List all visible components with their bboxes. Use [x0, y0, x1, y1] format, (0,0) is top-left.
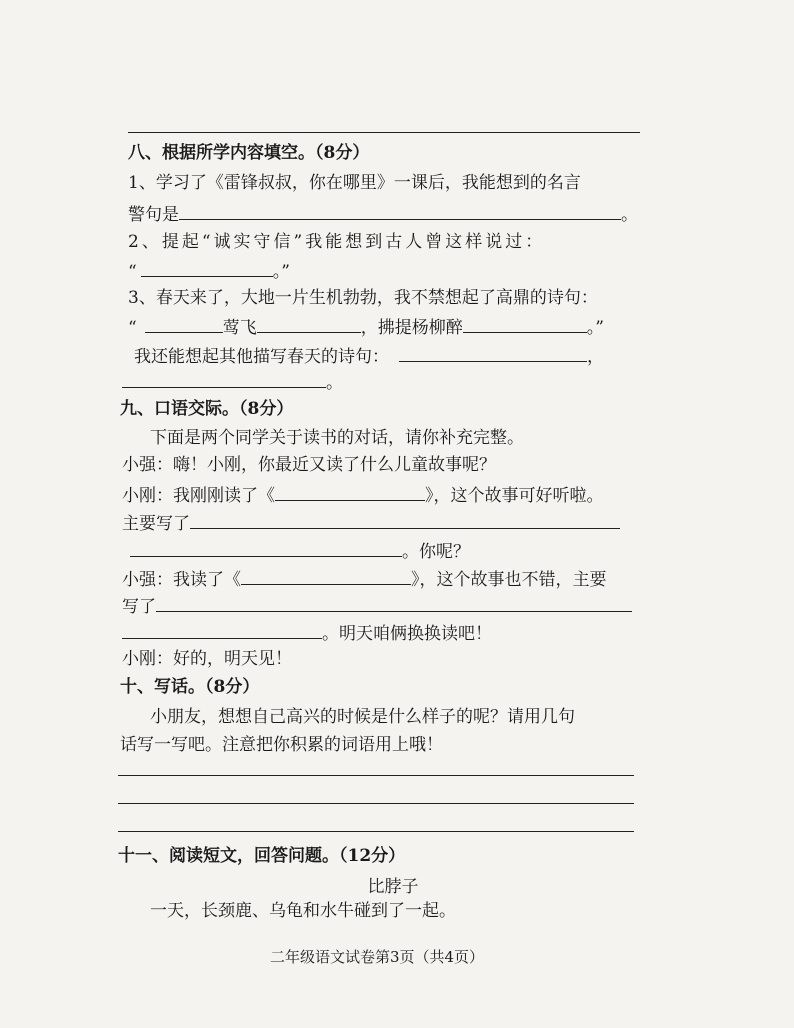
- page-footer: 二年级语文试卷第3页（共4页）: [269, 948, 485, 966]
- section-9-title: 九、口语交际。（8分）: [120, 399, 294, 419]
- s8-q1-end: 。: [621, 205, 638, 225]
- s9-line-2: [122, 482, 604, 507]
- s9-line-6: [122, 593, 632, 618]
- s8-q1-prefix: 警句是: [128, 205, 179, 225]
- section-8-title: 八、根据所学内容填空。（8分）: [128, 143, 370, 163]
- s9-summary-blank-1[interactable]: [190, 510, 620, 529]
- s9-l7-suffix: 。明天咱俩换换读吧！: [322, 624, 492, 644]
- section-11-title: 十一、阅读短文，回答问题。（12分）: [118, 846, 406, 866]
- s10-prompt-1: 小朋友，想想自己高兴的时候是什么样子的呢？请用几句: [150, 707, 575, 727]
- s8-q1-line2: [128, 201, 638, 226]
- s9-line-1: 小强：嗨！小刚，你最近又读了什么儿童故事呢？: [122, 455, 496, 475]
- s10-writing-line-2[interactable]: [118, 803, 634, 804]
- s9-line-3: [122, 510, 620, 535]
- s8-q2-blank[interactable]: [141, 258, 273, 277]
- s8-q3-mid1: 莺飞: [222, 318, 257, 338]
- s8-q3-blank-4[interactable]: [399, 343, 587, 362]
- s9-l2-suffix: 》，这个故事可好听啦。: [425, 486, 604, 506]
- s9-book-blank-1[interactable]: [275, 482, 425, 501]
- s8-q1-blank[interactable]: [179, 201, 621, 220]
- s8-q3-blank-5[interactable]: [122, 369, 326, 388]
- s10-writing-line-3[interactable]: [118, 831, 634, 832]
- s8-q3-blank-1[interactable]: [145, 314, 223, 333]
- s8-q3-line2: [128, 314, 604, 339]
- s9-l6-prefix: 写了: [122, 597, 156, 617]
- s8-q3-open: “: [128, 318, 137, 338]
- s8-q3-close: 。”: [586, 318, 604, 338]
- s8-q3-comma: ，: [587, 347, 604, 367]
- s9-l5-suffix: 》，这个故事也不错，主要: [411, 570, 607, 590]
- s8-q2-line2: [128, 258, 290, 283]
- s8-q2-line1: 2、提起“诚实守信”我能想到古人曾这样说过：: [128, 232, 546, 252]
- s10-writing-line-1[interactable]: [118, 775, 634, 776]
- s9-l5-prefix: 小强：我读了《: [122, 570, 241, 590]
- section-10-title: 十、写话。（8分）: [120, 677, 260, 697]
- s8-q2-open: “: [128, 262, 137, 282]
- s8-q3-blank-3[interactable]: [463, 314, 587, 333]
- s8-q3-mid2: ，拂提杨柳醉: [360, 318, 463, 338]
- s9-book-blank-2[interactable]: [241, 566, 411, 585]
- s8-q1-line1: 1、学习了《雷锋叔叔，你在哪里》一课后，我能想到的名言: [128, 173, 581, 193]
- s8-q3-end: 。: [326, 373, 343, 393]
- s8-q2-close: 。”: [272, 262, 290, 282]
- s8-q3-blank-2[interactable]: [257, 314, 361, 333]
- story-title: 比脖子: [367, 877, 419, 897]
- s8-q3-line3: [134, 343, 604, 368]
- s9-summary-blank-4[interactable]: [122, 620, 322, 639]
- s9-l3-prefix: 主要写了: [122, 514, 190, 534]
- s8-q3-line4: [122, 369, 343, 394]
- story-first-line: 一天，长颈鹿、乌龟和水牛碰到了一起。: [150, 901, 456, 921]
- top-divider: [128, 132, 640, 133]
- s9-summary-blank-2[interactable]: [130, 538, 402, 557]
- s8-q3-more: 我还能想起其他描写春天的诗句：: [134, 347, 389, 367]
- s9-line-7: [122, 620, 492, 645]
- s9-l4-suffix: 。你呢？: [402, 542, 470, 562]
- s9-l2-prefix: 小刚：我刚刚读了《: [122, 486, 275, 506]
- s9-line-4: [130, 538, 470, 563]
- s10-prompt-2: 话写一写吧。注意把你积累的词语用上哦！: [120, 735, 443, 755]
- s9-intro: 下面是两个同学关于读书的对话，请你补充完整。: [150, 428, 524, 448]
- s9-summary-blank-3[interactable]: [156, 593, 632, 612]
- s9-line-5: [122, 566, 607, 591]
- s8-q3-line1: 3、春天来了，大地一片生机勃勃，我不禁想起了高鼎的诗句：: [128, 288, 598, 308]
- s9-line-8: 小刚：好的，明天见！: [122, 649, 292, 669]
